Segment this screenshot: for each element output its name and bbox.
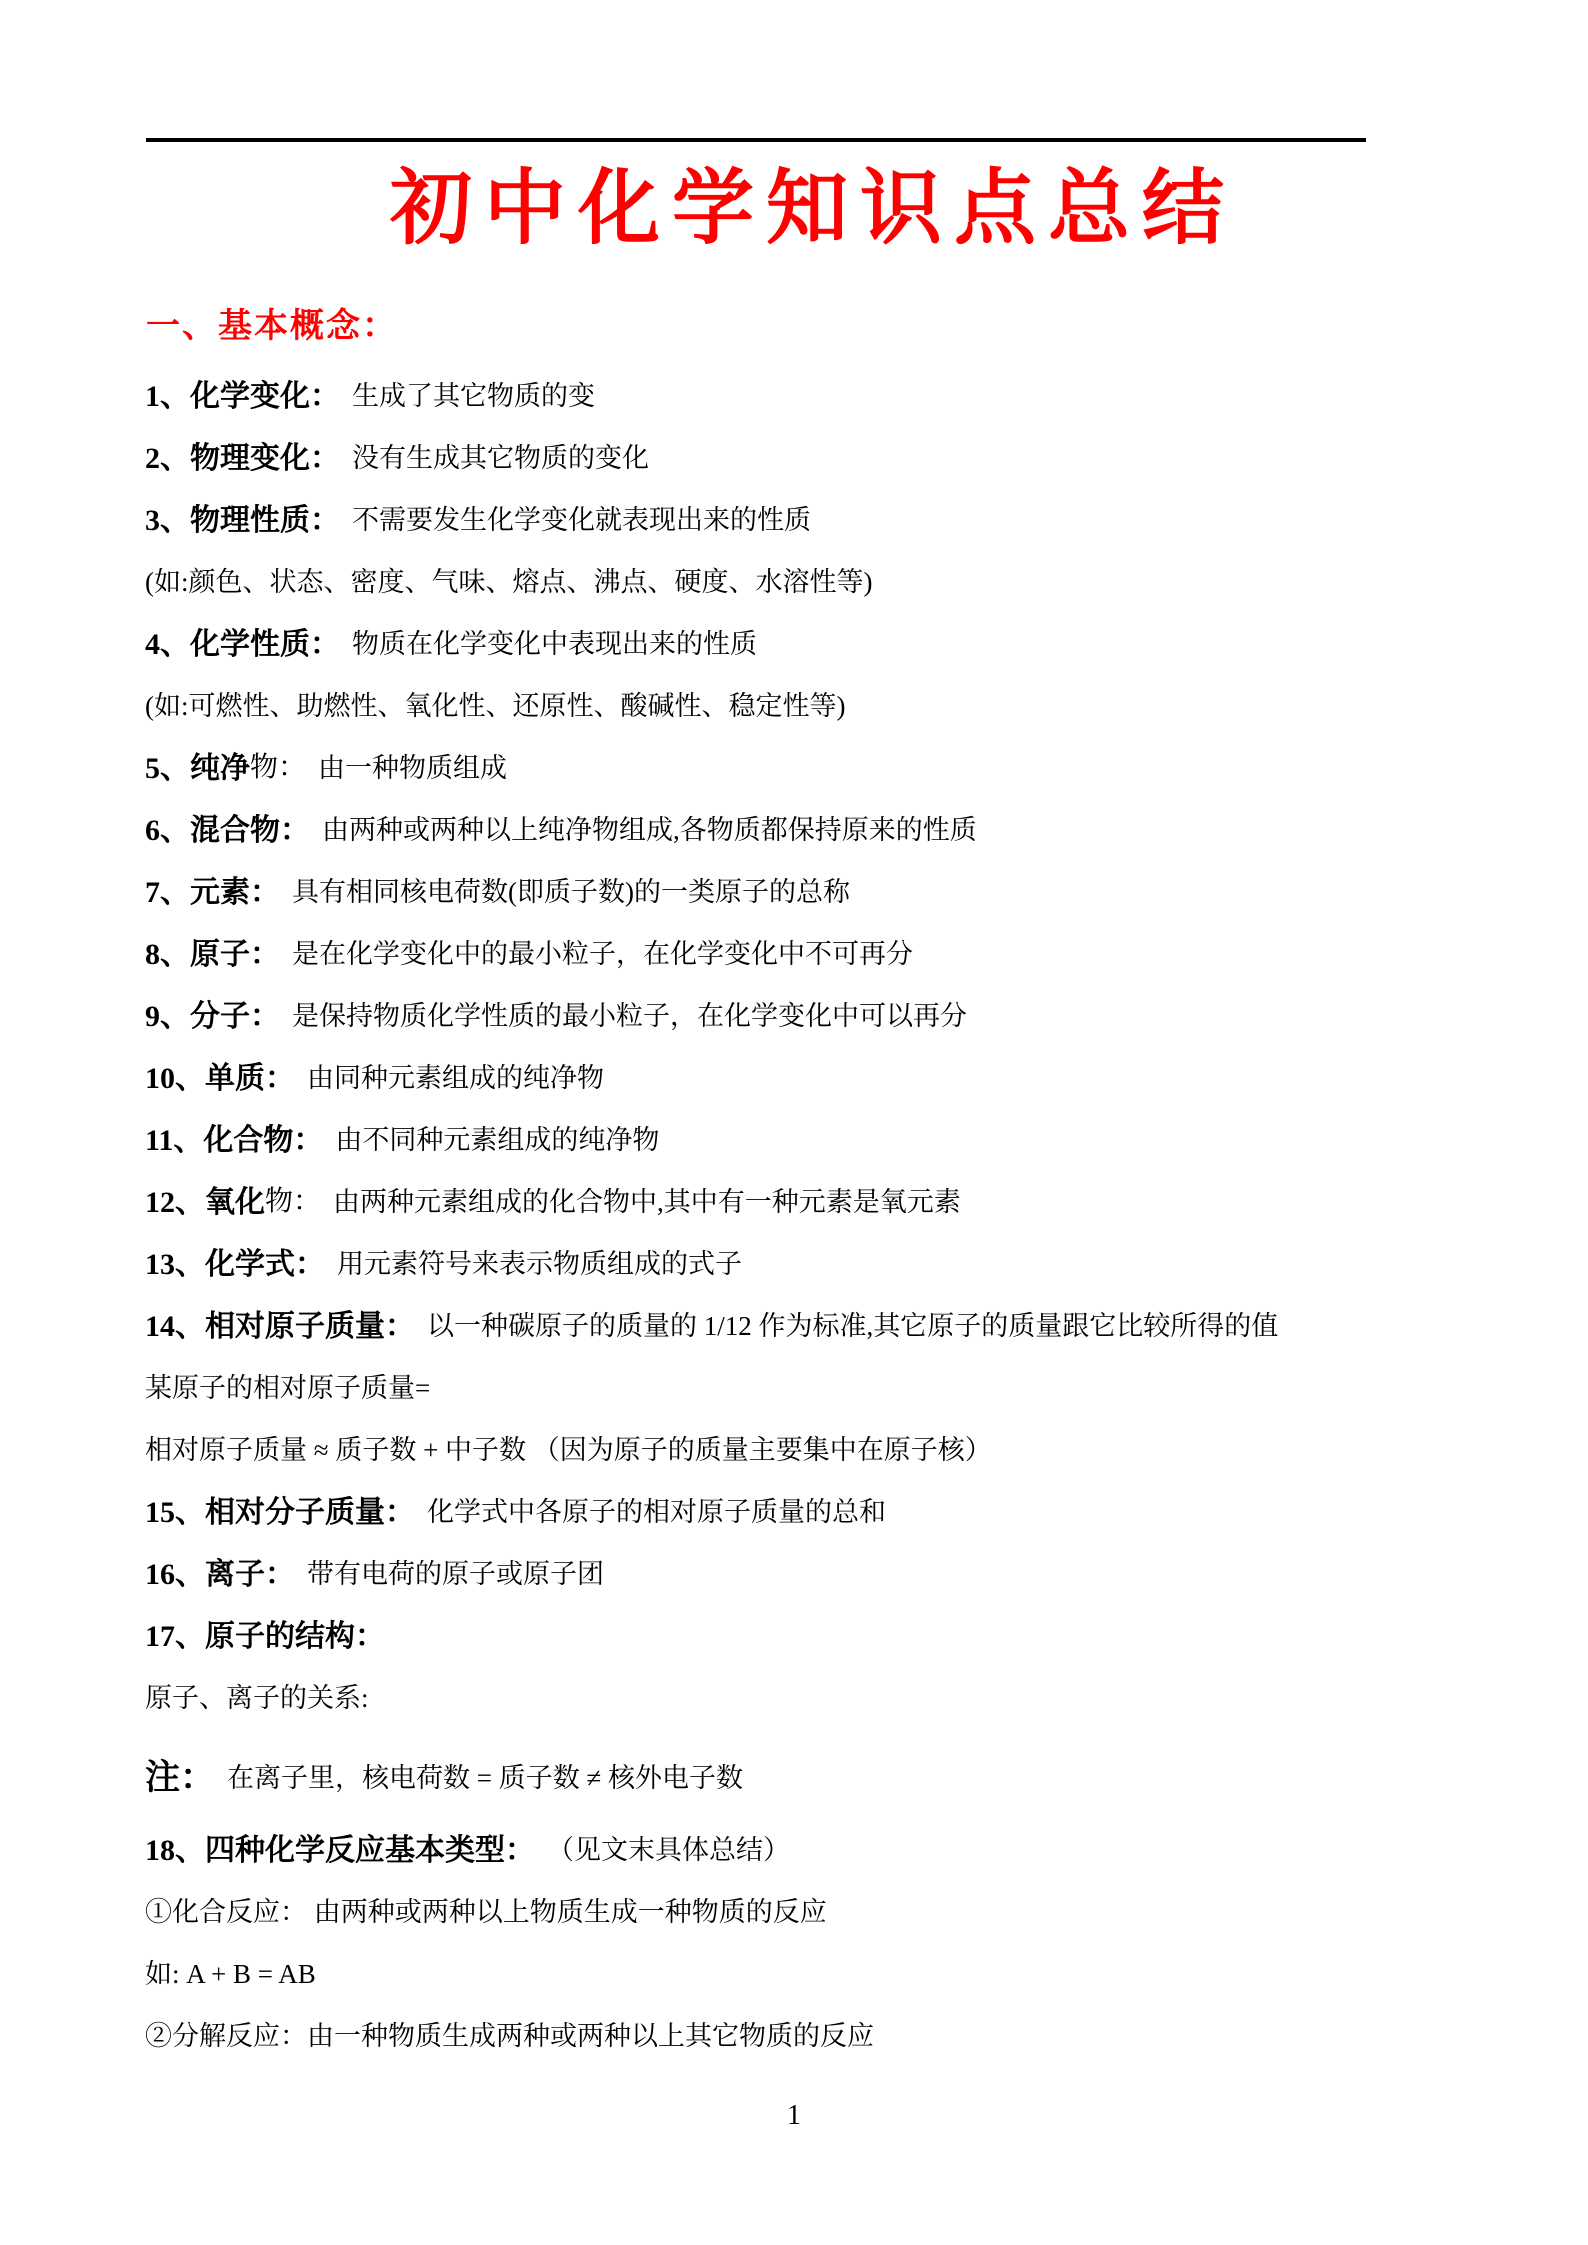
- note-text: 在离子里，核电荷数 = 质子数 ≠ 核外电子数: [227, 1762, 744, 1793]
- item-text: 用元素符号来表示物质组成的式子: [337, 1248, 742, 1279]
- note-line-ion-rule: [145, 1744, 1548, 1806]
- list-item-16: [145, 1540, 1548, 1602]
- reaction-line-decomposition: ②分解反应：由一种物质生成两种或两种以上其它物质的反应: [145, 2020, 874, 2051]
- list-item-8: [145, 920, 1548, 982]
- list-item-5: [145, 734, 1548, 796]
- item-label: 1、化学变化：: [145, 380, 340, 413]
- item-label: 6、混合物：: [145, 814, 310, 847]
- item-label: 17、原子的结构：: [145, 1620, 385, 1653]
- item-text: 具有相同核电荷数(即质子数)的一类原子的总称: [292, 876, 850, 907]
- list-item-3: [145, 486, 1548, 548]
- item-label: 7、元素：: [145, 876, 280, 909]
- list-item-13: [145, 1230, 1548, 1292]
- item-label: 18、四种化学反应基本类型：: [145, 1834, 535, 1867]
- item-text: 不需要发生化学变化就表现出来的性质: [352, 504, 811, 535]
- note-line-chemical-properties: (如:可燃性、助燃性、氧化性、还原性、酸碱性、稳定性等): [145, 690, 846, 721]
- list-item-9: [145, 982, 1548, 1044]
- item-label: 14、相对原子质量：: [145, 1310, 415, 1343]
- list-item-12: [145, 1168, 1548, 1230]
- item-label: 11、化合物：: [145, 1124, 324, 1157]
- item-label: 2、物理变化：: [145, 442, 340, 475]
- item-label: 13、化学式：: [145, 1248, 325, 1281]
- item-label: 16、离子：: [145, 1558, 295, 1591]
- section-heading: 一、基本概念：: [146, 308, 398, 345]
- item-label: 4、化学性质：: [145, 628, 340, 661]
- item-label: 5、纯净: [145, 752, 250, 785]
- item-text: 物质在化学变化中表现出来的性质: [352, 628, 757, 659]
- text-line-atom-ion-relation: 原子、离子的关系:: [145, 1682, 369, 1713]
- page-number: 1: [787, 2100, 801, 2131]
- item-label-regular: 物：: [265, 1186, 322, 1217]
- example-line-combination: 如: A + B = AB: [145, 1958, 316, 1989]
- reaction-line-combination: ①化合反应： 由两种或两种以上物质生成一种物质的反应: [145, 1896, 827, 1927]
- item-label: 9、分子：: [145, 1000, 280, 1033]
- item-text: 化学式中各原子的相对原子质量的总和: [427, 1496, 886, 1527]
- document-title: 初中化学知识点总结: [389, 163, 1236, 254]
- item-label: 3、物理性质：: [145, 504, 340, 537]
- list-item-1: [145, 362, 1548, 424]
- item-text: （见文末具体总结）: [547, 1834, 790, 1865]
- item-label: 10、单质：: [145, 1062, 295, 1095]
- list-item-17: [145, 1602, 1548, 1664]
- item-text: 带有电荷的原子或原子团: [307, 1558, 604, 1589]
- note-label: 注：: [145, 1758, 216, 1797]
- item-text: 由一种物质组成: [318, 752, 508, 783]
- item-text: 由两种或两种以上纯净物组成,各物质都保持原来的性质: [322, 814, 977, 845]
- item-text: 由不同种元素组成的纯净物: [335, 1124, 660, 1155]
- item-text: 生成了其它物质的变: [352, 380, 595, 411]
- list-item-15: [145, 1478, 1548, 1540]
- list-item-11: [145, 1106, 1548, 1168]
- list-item-14: [145, 1292, 1548, 1354]
- item-text: 是保持物质化学性质的最小粒子，在化学变化中可以再分: [292, 1000, 967, 1031]
- item-label: 12、氧化: [145, 1186, 265, 1219]
- content-list: [145, 362, 1548, 2064]
- item-label-regular: 物：: [250, 752, 307, 783]
- item-text: 没有生成其它物质的变化: [352, 442, 649, 473]
- list-item-6: [145, 796, 1548, 858]
- item-text: 由两种元素组成的化合物中,其中有一种元素是氧元素: [333, 1186, 961, 1217]
- list-item-2: [145, 424, 1548, 486]
- item-label: 15、相对分子质量：: [145, 1496, 415, 1529]
- item-text: 以一种碳原子的质量的 1/12 作为标准,其它原子的质量跟它比较所得的值: [427, 1310, 1279, 1341]
- item-text: 由同种元素组成的纯净物: [307, 1062, 604, 1093]
- item-label: 8、原子：: [145, 938, 280, 971]
- formula-line-relative-atomic-mass: 某原子的相对原子质量=: [145, 1372, 431, 1403]
- list-item-18: [145, 1816, 1548, 1878]
- formula-line-approximation: 相对原子质量 ≈ 质子数 + 中子数 （因为原子的质量主要集中在原子核）: [145, 1434, 992, 1465]
- header-divider-rule: [146, 138, 1366, 142]
- list-item-4: [145, 610, 1548, 672]
- list-item-7: [145, 858, 1548, 920]
- note-line-physical-properties: (如:颜色、状态、密度、气味、熔点、沸点、硬度、水溶性等): [145, 566, 873, 597]
- item-text: 是在化学变化中的最小粒子，在化学变化中不可再分: [292, 938, 913, 969]
- list-item-10: [145, 1044, 1548, 1106]
